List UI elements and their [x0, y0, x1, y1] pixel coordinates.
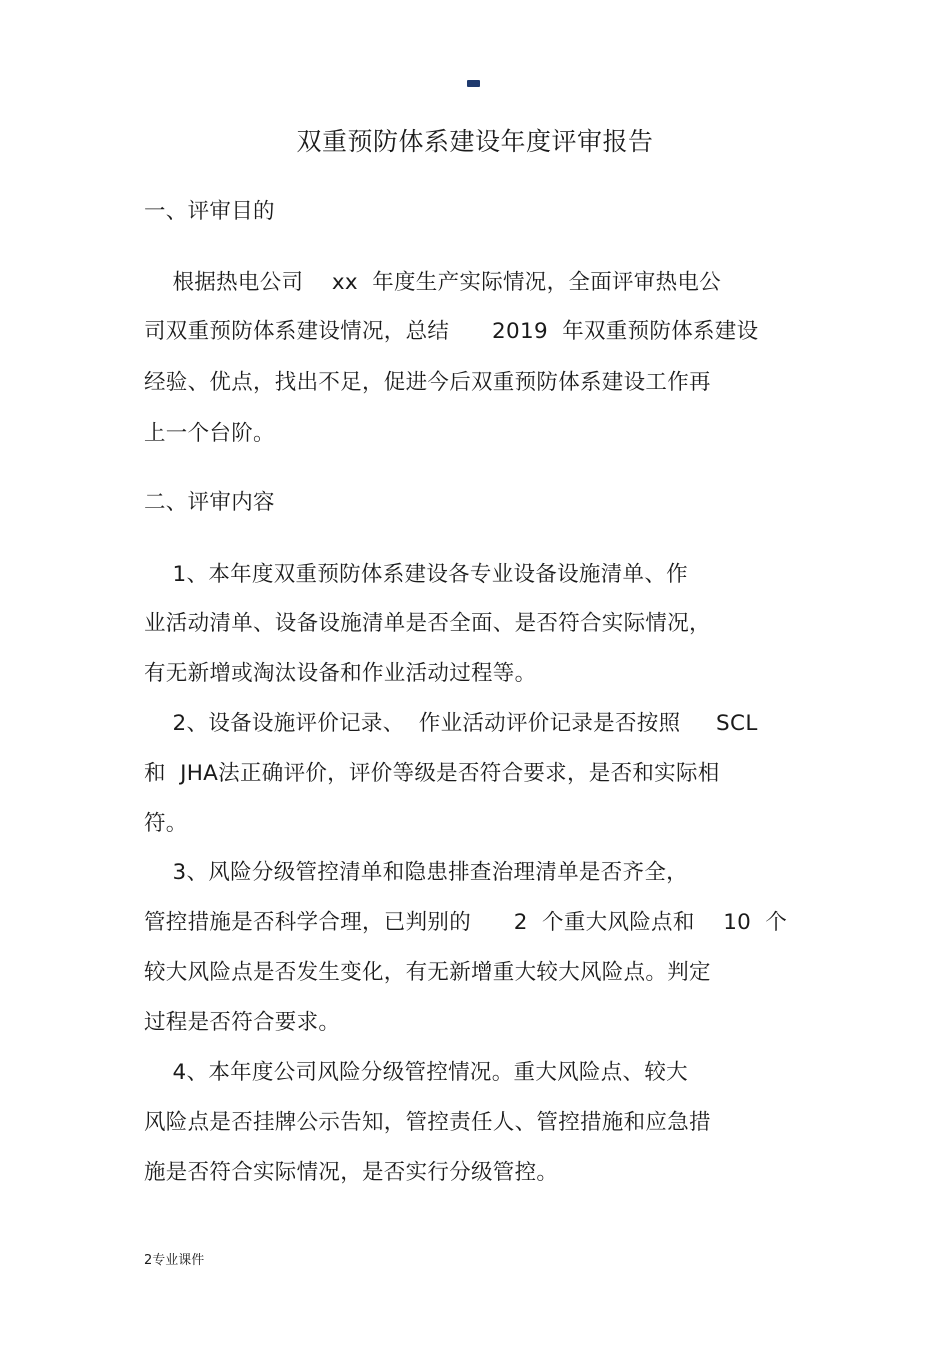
section2-line: 1、本年度双重预防体系建设各专业设备设施清单、作 — [144, 562, 688, 587]
section2-line: 管控措施是否科学合理，已判别的 2 个重大风险点和 10 个 — [144, 910, 788, 935]
document-title: 双重预防体系建设年度评审报告 — [296, 127, 654, 156]
section2-line: 业活动清单、设备设施清单是否全面、是否符合实际情况， — [144, 611, 711, 636]
section2-line: 过程是否符合要求。 — [144, 1010, 341, 1035]
page-footer: 2专业课件 — [144, 1253, 205, 1268]
section2-line: 符。 — [144, 811, 188, 836]
section1-line: 上一个台阶。 — [144, 421, 275, 446]
section2-line: 3、风险分级管控清单和隐患排查治理清单是否齐全， — [144, 860, 688, 885]
header-mark-icon — [467, 80, 480, 87]
section1-line: 根据热电公司 xx 年度生产实际情况，全面评审热电公 — [144, 270, 721, 295]
section1-line: 司双重预防体系建设情况，总结 2019 年双重预防体系建设 — [144, 319, 759, 344]
section2-line: 风险点是否挂牌公示告知，管控责任人、管控措施和应急措 — [144, 1110, 711, 1135]
section2-line: 较大风险点是否发生变化，有无新增重大较大风险点。判定 — [144, 960, 711, 985]
section2-heading: 二、评审内容 — [144, 490, 275, 515]
section2-line: 4、本年度公司风险分级管控情况。重大风险点、较大 — [144, 1060, 688, 1085]
section2-line: 2、设备设施评价记录、 作业活动评价记录是否按照 SCL — [144, 711, 758, 736]
section1-heading: 一、评审目的 — [144, 199, 275, 224]
section2-line: 和 JHA法正确评价，评价等级是否符合要求，是否和实际相 — [144, 761, 720, 786]
section2-line: 施是否符合实际情况，是否实行分级管控。 — [144, 1160, 559, 1185]
section1-line: 经验、优点，找出不足，促进今后双重预防体系建设工作再 — [144, 370, 711, 395]
section2-line: 有无新增或淘汰设备和作业活动过程等。 — [144, 661, 537, 686]
